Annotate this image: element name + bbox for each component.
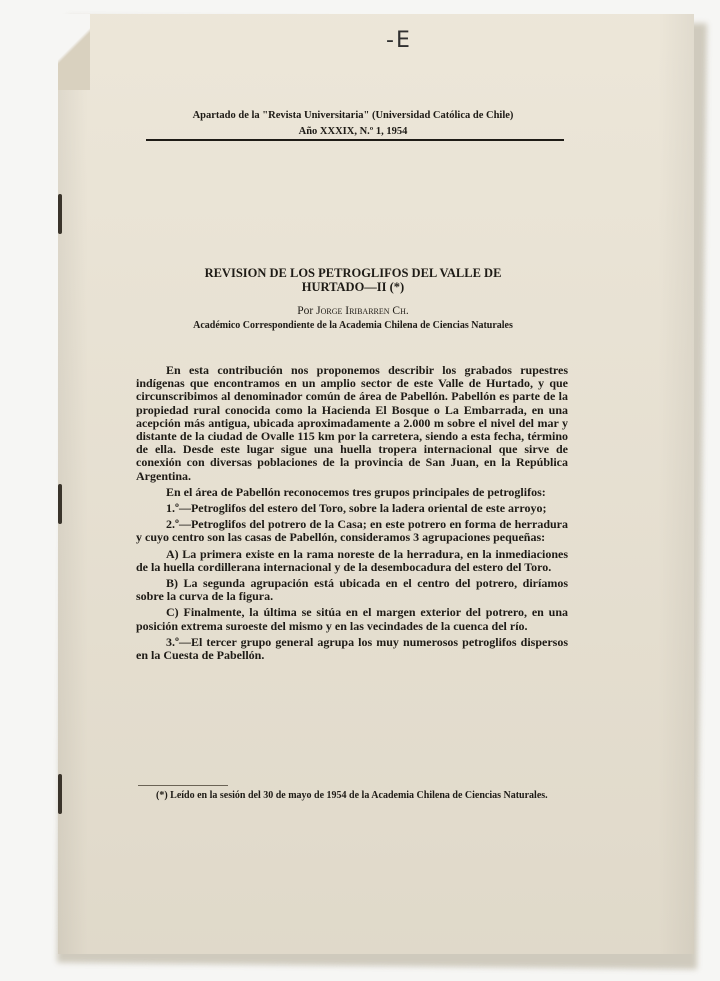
footnote-rule <box>138 785 228 786</box>
folded-corner <box>58 14 90 90</box>
title-line-2: HURTADO—II (*) <box>301 280 405 294</box>
author-affiliation: Académico Correspondiente de la Academia Chilena de Ciencias Naturales <box>193 320 513 331</box>
author-prefix: Por <box>297 305 314 317</box>
paragraph: A) La primera existe en la rama noreste de la herradura, en la inmediaciones de la huella cordillerana internacional y de la desembocadura del estero del Toro. <box>136 546 568 574</box>
article-title <box>158 266 548 294</box>
header-line-1: Apartado de la "Revista Universitaria" (Universidad Católica de Chile) <box>192 110 514 121</box>
paragraph: En esta contribución nos proponemos describir los grabados rupestres indígenas que encontramos en un amplio sector de este Valle de Hurtado, y que circunscribimos al denominador común de área de Pabellón. Pabellón es parte de la propiedad rural conocida como la Hacienda El Bosque o La Embarrada, en una acepción más antigua, ubicada aproximadamente a 2.000 m sobre el nivel del mar y distante de la ciudad de Ovalle 115 km por la carretera, siendo a esta fecha, término de ella. Desde este lugar sigue una huella tropera internacional que sirve de conexión con diversas poblaciones de la provincia de San Juan, en la República Argentina. <box>136 363 568 483</box>
title-line-1: REVISION DE LOS PETROGLIFOS DEL VALLE DE <box>204 266 502 280</box>
document-page <box>58 14 694 954</box>
paragraph: 1.º—Petroglifos del estero del Toro, sobre la ladera oriental de este arroyo; <box>166 501 547 516</box>
staple-mark <box>58 194 62 234</box>
author-name: Jorge Iribarren Ch. <box>316 305 409 317</box>
paragraph: 3.º—El tercer grupo general agrupa los muy numerosos petroglifos dispersos en la Cuesta de Pabellón. <box>136 634 568 663</box>
paragraph: 2.º—Petroglifos del potrero de la Casa; en este potrero en forma de herradura y cuyo centro son las casas de Pabellón, consideramos 3 agrupaciones pequeñas: <box>136 517 568 545</box>
footnote-text: (*) Leído en la sesión del 30 de mayo de 1954 de la Academia Chilena de Ciencias Naturales. <box>156 790 548 801</box>
author-line <box>158 304 548 319</box>
footnote <box>136 790 568 802</box>
paragraph: En el área de Pabellón reconocemos tres grupos principales de petroglifos: <box>166 484 546 499</box>
staple-mark <box>58 774 62 814</box>
staple-mark <box>58 484 62 524</box>
paragraph: B) La segunda agrupación está ubicada en el centro del potrero, diríamos sobre la curva de la figura. <box>136 576 568 604</box>
paragraph: C) Finalmente, la última se sitúa en el margen exterior del potrero, en una posición extrema suroeste del mismo y en las vecindades de la cuenca del río. <box>136 605 568 633</box>
header-rule <box>146 139 564 141</box>
handwritten-mark: -E <box>386 28 412 53</box>
article-body <box>136 364 568 665</box>
publication-header <box>143 108 563 140</box>
header-line-2: Año XXXIX, N.º 1, 1954 <box>298 126 408 137</box>
